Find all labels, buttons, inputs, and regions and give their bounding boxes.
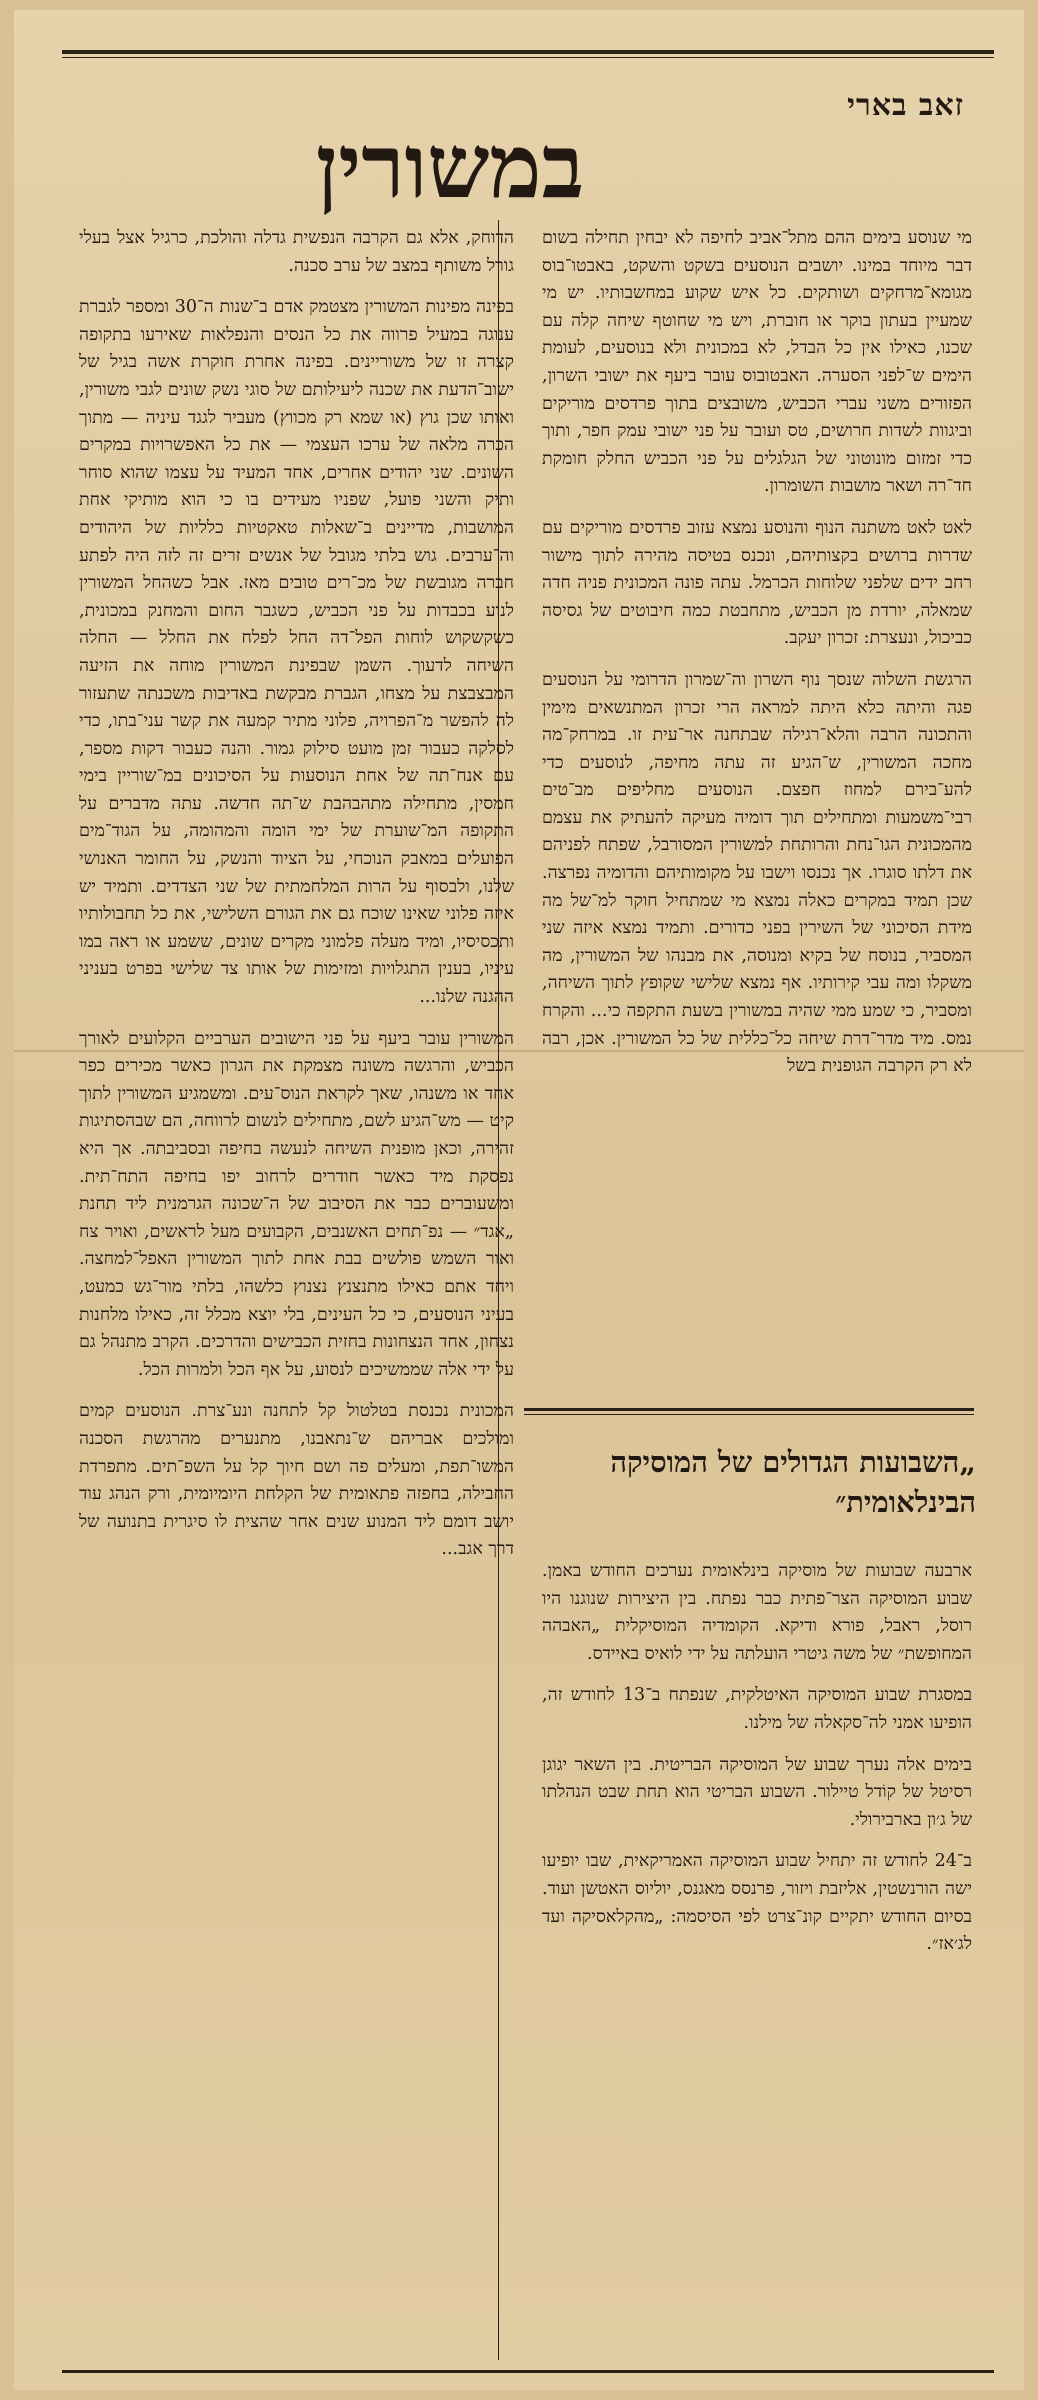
article-paragraph: הרגשת השלוה שנסך נוף השרון וה־שמרון הדרומי על הנוסעים פגה והיתה כלא היתה למראה הרי זכרון המתנשאים מימין והתכונה הרבה והלא־רגילה שבתחנה אר־עית זו. במרחק־מה מחכה המשורין, ש־הגיע זה עתה מחיפה, לנוסעים כדי להע־בירם למחוז חפצם. הנוסעים מחליפים מב־טים רבי־משמעות ומתחילים תוך דומיה מעיקה להעתיק את עצמם מהמכונית הגו־נחת והרותחת למשורין המסורבל, שפתח לפניהם את דלתו סוגרו. אך נכנסו וישבו על מקומותיהם והדומיה נפרצה. שכן תמיד במקרים כאלה נמצא מי שמתחיל חוקר למ־של מה מידת הסיכוני של השירין בפני כדורים. ותמיד נמצא איזה שני המסביר, בנוסח של בקיא ומנוסה, את מבנהו של המשורין, מה משקלו ומה עבי קירותיו. אף נמצא שלישי שקופץ לתוך השיחה, ומסביר, כי שמע ממי שהיה במשורין בשעת התקפה כי... והקרח נמס. מיד מדר־דרת שיחה כל־כללית של כל המשורין. אכן, רבה לא רק הקרבה הגופנית בשל bbox=[542, 669, 972, 1077]
section-paragraph: במסגרת שבוע המוסיקה האיטלקית, שנפתח ב־13 לחודש זה, הופיעו אמני לה־סקאלה של מילנו. bbox=[542, 1685, 972, 1733]
top-rule bbox=[62, 50, 994, 54]
section-rule bbox=[524, 1408, 974, 1411]
article-paragraph: הדוחק, אלא גם הקרבה הנפשית גדלה והולכת, כרגיל אצל בעלי גורל משותף במצב של ערב סכנה. bbox=[79, 228, 514, 276]
article-paragraph: המכונית נכנסת בטלטול קל לתחנה ונע־צרת. הנוסעים קמים ומולכים אבריהם ש־נתאבנו, מתנערים מהרגשת הסכנה המשו־תפת, ומעלים פה ושם חיוך קל על השפ־תים. מתפרדת החבילה, בחפזה פתאומית של הקלחת היומיומית, ורק הנהג עוד יושב דומם ליד המנוע שנים אחר שהצית לו סיגרית בתנועה של דרך אגב... bbox=[79, 1401, 514, 1560]
bottom-rule bbox=[62, 2370, 994, 2373]
section-paragraph: ב־24 לחודש זה יתחיל שבוע המוסיקה האמריקאית, שבו יופיעו ישה הורנשטין, אליזבת ויזור, פרנסס מאגנס, יוליוס האטשן ועוד. בסיום החודש יתקיים קונ־צרט לפי הסיסמה: „מהקלאסיקה ועד לג׳אז״. bbox=[542, 1851, 972, 1955]
article-headline: במשורין bbox=[315, 114, 584, 218]
paper-fold bbox=[14, 1050, 1024, 1052]
article-paragraph: לאט לאט משתנה הנוף והנוסע נמצא עזוב פרדסים מוריקים עם שדרות ברושים בקצותיהם, ונכנס בטיסה מהירה לתוך מישור רחב ידים שלפני שלוחות הכרמל. עתה פונה המכונית פניה חדה שמאלה, יורדת מן הכביש, מתחבטת כמה חיבוטים של גסיסה כביכול, ונעצרת: זכרון יעקב. bbox=[542, 517, 972, 649]
section-title: „השבועות הגדולים של המוסיקה הבינלאומית״ bbox=[610, 1445, 976, 1519]
article-left-column bbox=[79, 225, 514, 2375]
article-paragraph: המשורין עובר ביעף על פני הישובים הערביים הקלועים לאורך הכביש, והרגשה משונה מצמקת את הגרון כאשר מכירים כפר אחד או משנהו, שאך לקראת הנוס־עים. ומשמגיע המשורין לתוך קיט — מש־הגיע לשם, מתחילים לנשום לרווחה, הם שבהסתיגות זהירה, וכאן מופנית השיחה לנעשה בחיפה ובסביבתה. אך היא נפסקת מיד כאשר חודרים לרחוב יפו בחיפה התח־תית. ומשעוברים כבר את הסיבוב של ה־שכונה הגרמנית ליד תחנת „אגד״ — נפ־תחים האשנבים, הקבועים מעל לראשים, ואויר צח ואור השמש פולשים בבת אחת לתוך המשורין האפל־למחצה. ויחד אתם כאילו מתנצנץ נצנוץ כלשהו, בלתי מור־גש כמעט, בעיני הנוסעים, כי כל העינים, בלי יוצא מכלל זה, כאילו מלחנות נצחון, אחד הנצחונות בחזית הכבישים והדרכים. הקרב מתנהל גם על ידי אלה שממשיכים לנסוע, על אף הכל ולמרות הכל. bbox=[79, 1028, 514, 1380]
section-rule-thin bbox=[524, 1414, 974, 1415]
newspaper-clipping bbox=[14, 10, 1024, 2390]
top-rule-thin bbox=[62, 57, 994, 58]
section-paragraph: ארבעה שבועות של מוסיקה בינלאומית נערכים החודש באמן. שבוע המוסיקה הצר־פתית כבר נפתח. בין היצירות שנוגנו היו רוסל, ראבל, פורא ודיקא. הקומדיה המוסיקלית „האבהה המחופשת״ של משה גיטרי הועלתה על ידי לואיס באיידס. bbox=[542, 1561, 972, 1664]
section-body bbox=[542, 1558, 972, 2358]
author-byline: זאב בארי bbox=[847, 88, 964, 123]
section-paragraph: בימים אלה נערך שבוע של המוסיקה הבריטית. בין השאר יגוגן רסיטל של קוֹדל טיילור. השבוע הבריטי הוא תחת שבט הנהלתו של ג׳ון בארבירולי. bbox=[542, 1754, 972, 1830]
article-paragraph: מי שנוסע בימים ההם מתל־אביב לחיפה לא יבחין תחילה בשום דבר מיוחד במינו. יושבים הנוסעים בשקט והשקט, באבטו־בוס מגומא־מרחקים ושותקים. כל איש שקוע במחשבותיו. יש מי שמעיין בעתון בוקר או חוברת, ויש מי שחוטף שיחה קלה עם שכנו, כאילו אין כל הבדל, לא במכונית ולא בנוסעים, לעומת הימים ש־לפני הסערה. האבטובוס עובר ביעף את ישובי השרון, הפזורים משני עברי הכביש, משובצים בתוך פרדסים מוריקים וביגוות לשדות חרושים, טס ועובר על פני ישובי עמק חפר, ותוך כדי זמזום מונוטוני של הגלגלים על פני הכביש החלק חומקת חד־רה ושאר מושבות השומרון. bbox=[542, 228, 972, 497]
article-right-column bbox=[542, 225, 972, 1345]
article-paragraph: בפינה מפינות המשורין מצטמק אדם ב־שנות ה־30 ומספר לגברת ענוגה במעיל פרווה את כל הנסים והנפלאות שאירעו בתקופה קצרה זו של משוריינים. בפינה אחרת חוקרת אשה בגיל של ישוב־הדעת את שכנה ליעילותם של סוגי נשק שונים לגבי משורין, ואותו שכן גוץ (או שמא רק מכווץ) מעביר לגגד עיניה — מתוך הכרה מלאה של ערכו העצמי — את כל האפשרויות במקרים השונים. שני יהודים אחרים, אחד המעיד על עצמו שהוא סוחר ותיק והשני פועל, שפניו מעידים בו כי הוא מותיקי אחת המושבות, מדיינים ב־שאלות טאקטיות כלליות של היהודים וה־ערבים. גוש בלתי מגובל של אנשים זרים זה לזה היה לפתע חברה מגובשת של מכ־רים טובים מאז. אבל כשהחל המשורין לנוע בכבדות על פני הכביש, כשגבר החום והמחנק במכונית, כשקשקוש לוחות הפל־דה החל לפלח את החלל — החלה השיחה לדעוך. השמן שבפינת המשורין מוחה את הזיעה המבצבצת על מצחו, הגברת מבקשת באדיבות משכנתה שתעזור לה להפשר מ־הפרויה, פלוני מתיר קמעה את קשר עני־בתו, כדי לסלקה כעבור זמן מועט סילוק גמור. והנה כעבור דקות מספר, עם אנח־תה של אחת הנוסעות על הסיכונים במ־שוריין בימי חמסין, מתחילה מתהבהבת ש־תה חדשה. עתה מדברים על התקופה המ־שוערת של ימי הומה והמהומה, על הגוד־מים הפועלים במאבק הנוכחי, על הציוד והנשק, על החומר האנושי שלנו, ולבסוף על הרות המלחמתית של שני הצדדים. ותמיד יש איזה פלוני שאינו שוכח גם את הגורם השלישי, את כל תחבולותיו ותכסיסיו, ומיד מעלה פלמוני מקרים שונים, ששמע או ראה במו עיניו, בענין התגלויות ומזימות של אותו צד שלישי בפרט בעניני ההגנה שלנו... bbox=[79, 297, 514, 1008]
